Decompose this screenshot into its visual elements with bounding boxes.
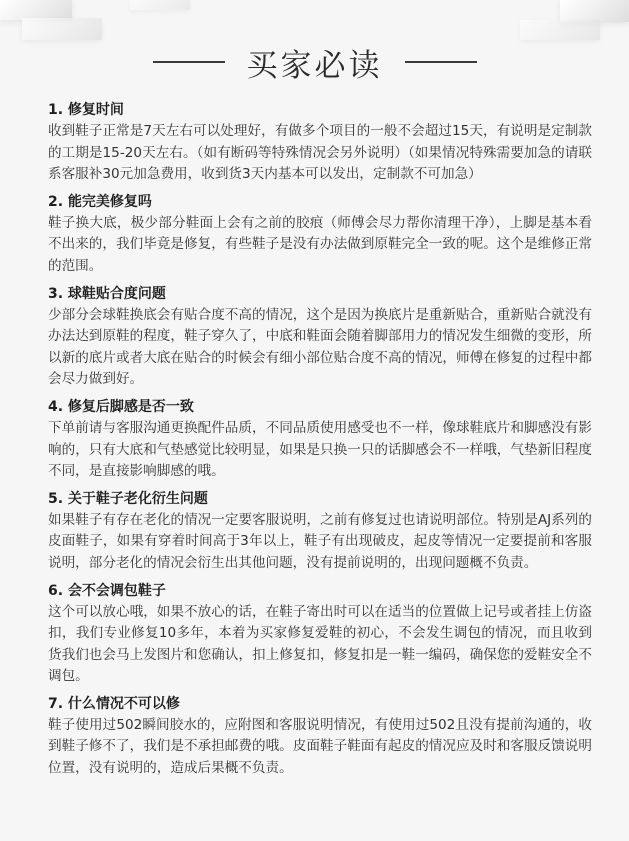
section-heading: 4. 修复后脚感是否一致 xyxy=(48,398,194,415)
section-body: 如果鞋子有存在老化的情况一定要客服说明，之前有修复过也请说明部位。特别是AJ系列的皮面鞋子，如果有穿着时间高于3年以上，鞋子有出现破皮，起皮等情况一定要提前和客服说明，部分老化的情况会衍生出其他问题，没有提前说明的，出现问题概不负责。 xyxy=(48,511,592,571)
section-heading: 1. 修复时间 xyxy=(48,102,124,118)
page-title: 买家必读 xyxy=(246,47,383,84)
section-repair-time xyxy=(48,101,592,186)
decor-block xyxy=(560,0,629,22)
decor-block xyxy=(22,18,102,40)
section-body: 少部分会球鞋换底会有贴合度不高的情况，这个是因为换底片是重新贴合，重新贴合就没有办法达到原鞋的程度，鞋子穿久了，中底和鞋面会随着脚部用力的情况发生细微的变形，所以新的底片或者大底在贴合的时候会有细小部位贴合度不高的情况，师傅在修复的过程中都会尽力做到好。 xyxy=(48,306,592,388)
decor-block xyxy=(130,0,190,10)
decor-block xyxy=(0,0,72,20)
section-fit xyxy=(48,285,592,391)
section-body: 鞋子使用过502瞬间胶水的，应附图和客服说明情况，有使用过502且没有提前沟通的，收到鞋子修不了，我们是不承担邮费的哦。皮面鞋子鞋面有起皮的情况应及时和客服反馈说明位置，没有说明的，造成后果概不负责。 xyxy=(48,716,592,777)
title-right-rule xyxy=(405,61,477,63)
title-left-rule xyxy=(153,61,225,63)
section-perfect-repair xyxy=(48,193,592,278)
section-swap xyxy=(48,582,592,688)
section-heading: 6. 会不会调包鞋子 xyxy=(48,582,166,599)
section-comfort xyxy=(48,398,592,483)
section-not-repairable xyxy=(48,695,592,780)
section-body: 鞋子换大底，极少部分鞋面上会有之前的胶痕（师傅会尽力帮你清理干净），上脚是基本看不出来的，我们毕竟是修复，有些鞋子是没有办法做到原鞋完全一致的呢。这个是维修正常的范围。 xyxy=(48,214,592,274)
section-heading: 5. 关于鞋子老化衍生问题 xyxy=(48,490,208,507)
section-heading: 7. 什么情况不可以修 xyxy=(48,695,180,712)
section-body: 收到鞋子正常是7天左右可以处理好，有做多个项目的一般不会超过15天，有说明是定制款的工期是15-20天左右。（如有断码等特殊情况会另外说明）（如果情况特殊需要加急的请联系客服补30元加急费用，收到货3天内基本可以发出，定制款不可加急） xyxy=(48,123,592,183)
section-body: 这个可以放心哦，如果不放心的话，在鞋子寄出时可以在适当的位置做上记号或者挂上仿盗扣，我们专业修复10多年，本着为买家修复爱鞋的初心，不会发生调包的情况，而且收到货我们也会马上发图片和您确认，扣上修复扣，修复扣是一鞋一编码，确保您的爱鞋安全不调包。 xyxy=(48,603,592,685)
decor-block xyxy=(520,20,600,40)
section-aging xyxy=(48,490,592,575)
page-header xyxy=(0,38,629,86)
notice-content xyxy=(48,101,592,787)
section-body: 下单前请与客服沟通更换配件品质，不同品质使用感受也不一样，像球鞋底片和脚感没有影响的，只有大底和气垫感觉比较明显，如果是只换一只的话脚感会不一样哦，气垫新旧程度不同，是直接影响脚感的哦。 xyxy=(48,419,592,480)
section-heading: 3. 球鞋贴合度问题 xyxy=(48,285,166,302)
section-heading: 2. 能完美修复吗 xyxy=(48,193,152,210)
